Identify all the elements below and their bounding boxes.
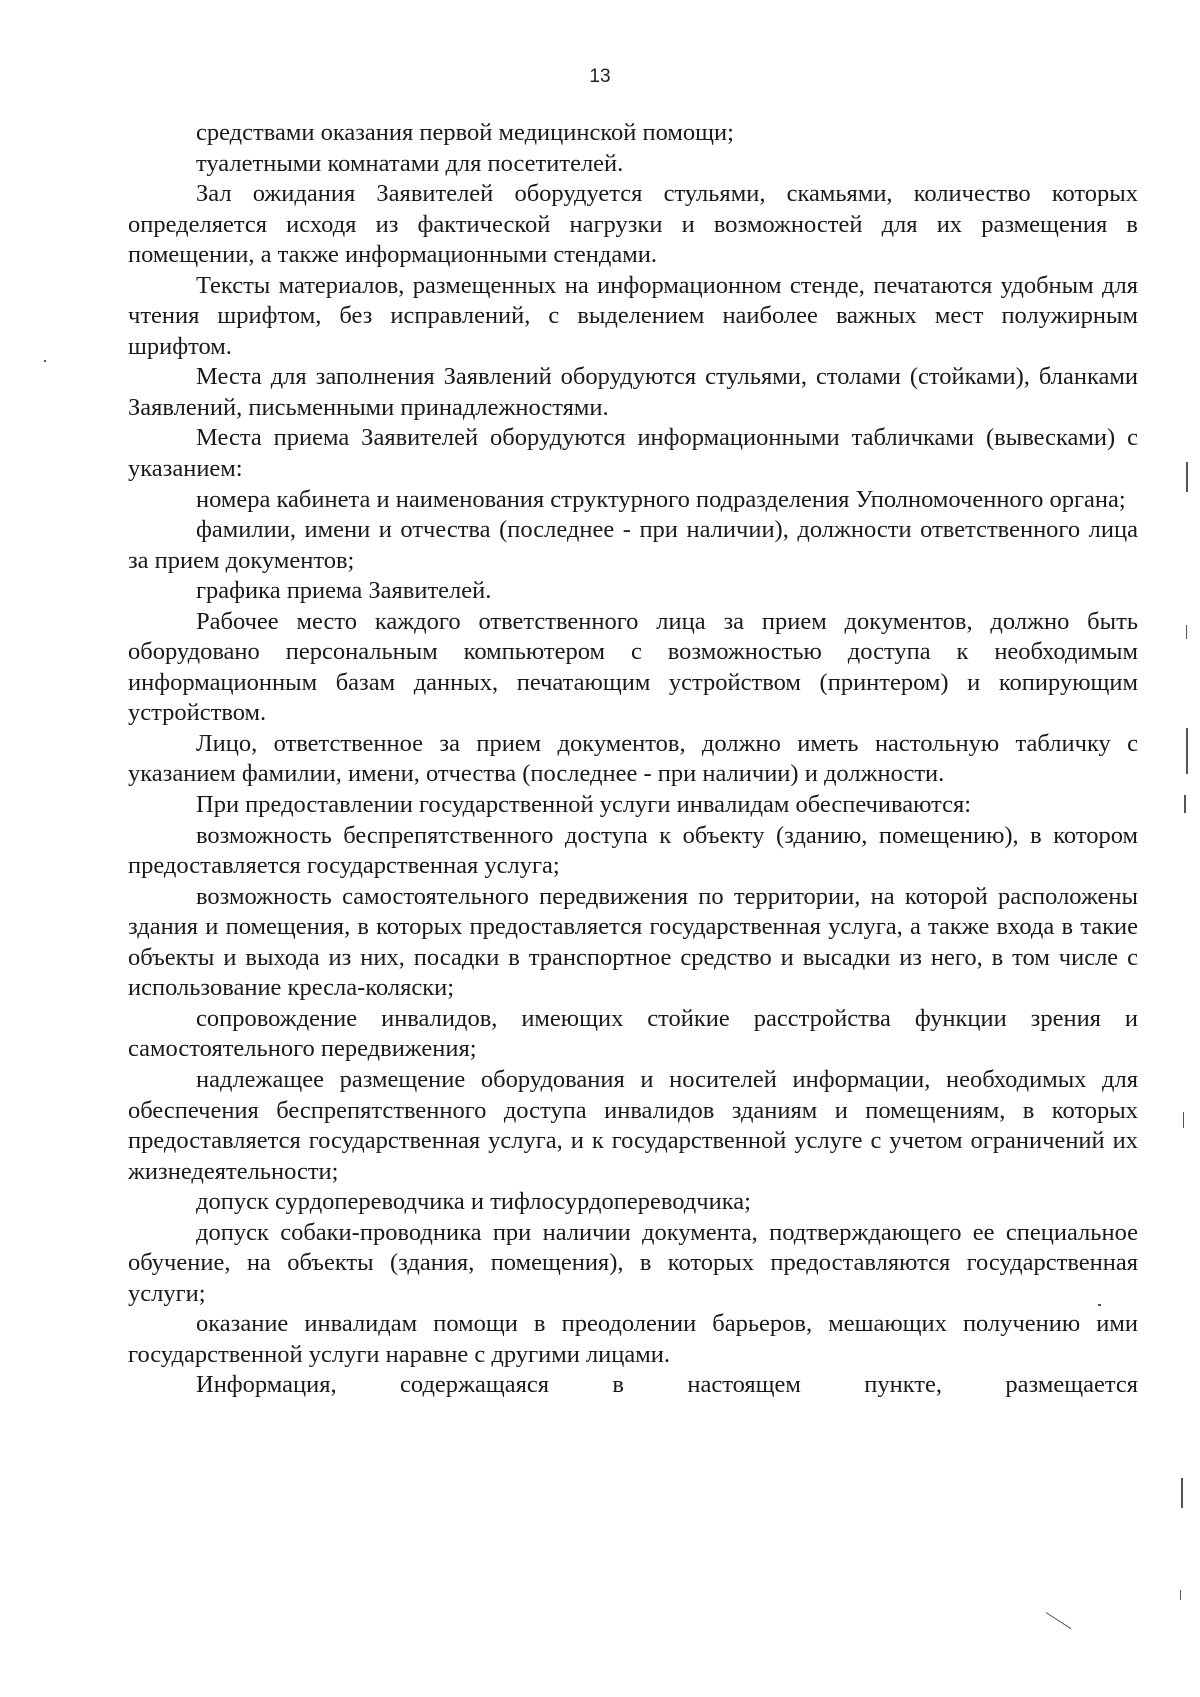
paragraph: возможность беспрепятственного доступа к объекту (зданию, помещению), в котором предоставляется государственная услуга; (128, 821, 1138, 880)
scan-artifact (1184, 795, 1186, 813)
scan-artifact (1180, 1590, 1181, 1600)
paragraph: Рабочее место каждого ответственного лица за прием документов, должно быть оборудовано персональным компьютером с возможностью доступа к необходимым информационным базам данных, печатающим устройством (принтером) и копирующим устройством. (128, 607, 1138, 727)
paragraph: При предоставлении государственной услуги инвалидам обеспечиваются: (196, 791, 972, 819)
paragraph: номера кабинета и наименования структурного подразделения Уполномоченного органа; (196, 485, 1126, 513)
scan-artifact (1186, 625, 1187, 639)
paragraph: Тексты материалов, размещенных на информационном стенде, печатаются удобным для чтения шрифтом, без исправлений, с выделением наиболее важных мест полужирным шрифтом. (128, 271, 1138, 360)
paragraph: возможность самостоятельного передвижения по территории, на которой расположены здания и помещения, в которых предоставляется государственная услуга, а также входа в такие объекты и выхода из них, посадки в транспортное средство и высадки из него, в том числе с использование кресла-коляски; (128, 882, 1138, 1002)
paragraph: оказание инвалидам помощи в преодолении барьеров, мешающих получению ими государственной услуги наравне с другими лицами. (128, 1310, 1138, 1368)
paragraph: Лицо, ответственное за прием документов, должно иметь настольную табличку с указанием фамилии, имени, отчества (последнее - при наличии) и должности. (128, 729, 1138, 788)
paragraph: Места приема Заявителей оборудуются информационными табличками (вывесками) с указанием: (128, 424, 1138, 483)
paragraph: допуск сурдопереводчика и тифлосурдопереводчика; (196, 1188, 751, 1216)
paragraph: графика приема Заявителей. (196, 577, 492, 605)
scan-artifact (1098, 1304, 1101, 1306)
document-body (128, 118, 1138, 1401)
paragraph: допуск собаки-проводника при наличии документа, подтверждающего ее специальное обучение, на объекты (здания, помещения), в которых предоставляются государственная услуги; (128, 1218, 1138, 1307)
scan-artifact (1181, 1478, 1183, 1508)
scan-artifact (1183, 1112, 1184, 1128)
paragraph: Зал ожидания Заявителей оборудуется стульями, скамьями, количество которых определяется исходя из фактической нагрузки и возможностей для их размещения в помещении, а также информационными стендами. (128, 180, 1138, 269)
paragraph: туалетными комнатами для посетителей. (196, 149, 624, 177)
paragraph: надлежащее размещение оборудования и носителей информации, необходимых для обеспечения беспрепятственного доступа инвалидов зданиям и помещениям, в которых предоставляется государственная услуга, и к государственной услуге с учетом ограничений их жизнедеятельности; (128, 1065, 1138, 1185)
paragraph: сопровождение инвалидов, имеющих стойкие расстройства функции зрения и самостоятельного передвижения; (128, 1004, 1138, 1063)
page-number: 13 (589, 66, 611, 87)
paragraph: фамилии, имени и отчества (последнее - при наличии), должности ответственного лица за прием документов; (128, 516, 1138, 574)
paragraph: Места для заполнения Заявлений оборудуются стульями, столами (стойками), бланками Заявлений, письменными принадлежностями. (128, 363, 1138, 421)
scan-artifact (1186, 462, 1188, 492)
scan-artifact (1186, 728, 1188, 774)
paragraph: средствами оказания первой медицинской помощи; (196, 119, 734, 146)
paragraph: Информация, содержащаяся в настоящем пункте, размещается (196, 1371, 1138, 1399)
scan-artifact (44, 360, 46, 362)
scan-artifact (1046, 1612, 1072, 1629)
